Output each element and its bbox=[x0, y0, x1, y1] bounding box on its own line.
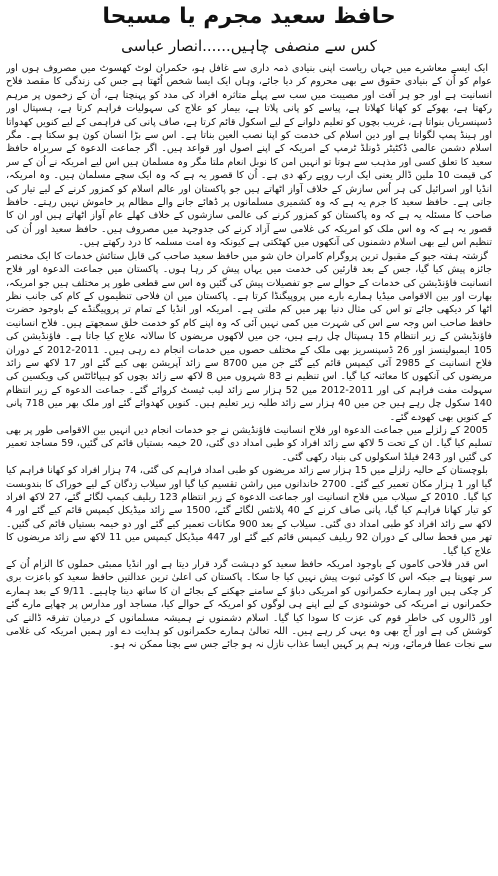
article-paragraph: بلوچستان کے حالیہ زلزلے میں 15 ہزار سے زائد مریضوں کو طبی امداد فراہم کی گئی، 74 ہزار افراد کو کھانا فراہم کیا گیا اور 1 ہزار مکان تعمیر کیے گئے۔ 2700 خاندانوں میں راشن تقسیم کیا گیا اور سیلاب زدگان کے لیے خوراک کا بندوبست کیا گیا۔ 2010 کے سیلاب میں فلاح انسانیت اور جماعت الدعوة کے زیر انتظام 123 ریلیف کیمپ لگائے گئے، 27 لاکھ افراد کو تیار کھانا فراہم کیا گیا، پانی صاف کرنے کے 40 پلانٹس لگائے گئے، 1500 سے زائد میڈیکل کیمپس قائم کیے گئے اور 4 لاکھ سے زائد افراد کو طبی امداد دی گئی۔ سیلاب کے بعد 900 مکانات تعمیر کیے گئے اور دو خیمہ بستیاں قائم کی گئیں۔ تھر میں قحط سالی کے دوران 92 ریلیف کیمپس قائم کیے گئے اور 447 میڈیکل کیمپس میں 11 لاکھ سے زائد مریضوں کا علاج کیا گیا۔ bbox=[6, 465, 492, 557]
article-paragraph: گزشتہ ہفتہ جیو کے مقبول ترین پروگرام کامران خان شو میں حافظ سعید صاحب کی قابل ستائش خدمات کا ایک مختصر جائزہ پیش کیا گیا، جس کے بعد قارئین کی خدمت میں یہاں پیش کر رہا ہوں۔ پاکستان میں جماعت الدعوة اور فلاح انسانیت فاؤنڈیشن کی خدمات کے حوالے سے جو تفصیلات پیش کی گئیں وہ اس سے قطعی طور پر مختلف ہیں جو امریکہ، بھارت اور بین الاقوامی میڈیا ہمارے بارے میں پروپیگنڈا کرتا ہے۔ پاکستان میں ان فلاحی تنظیموں کے کام کی جانب نظر اٹھا کر دیکھی جائے تو اس کی مثال دنیا بھر میں کم ملتی ہے۔ امریکہ اور انڈیا کے تمام تر پروپیگنڈے کے باوجود حضرت حافظ صاحب اس وجہ سے اس کی شہرت میں کمی نہیں آئی کہ وہ اپنے کام کو خدمت خلق سمجھتے ہیں۔ فلاح انسانیت فاؤنڈیشن کے زیر انتظام 15 ہسپتال چل رہے ہیں، جن میں لاکھوں مریضوں کا سالانہ علاج کیا جاتا ہے۔ فاؤنڈیشن کی 105 ایمبولینسز اور 26 ڈسپنسریز بھی ملک کے مختلف حصوں میں خدمات انجام دے رہی ہیں۔ 2011-2012 کے دوران فلاح انسانیت کے 2985 آئی کیمپس قائم کیے گئے جن میں 8700 سے زائد آپریشن بھی کیے گئے اور 17 لاکھ سے زائد مریضوں کی آنکھوں کا معائنہ کیا گیا۔ اس تنظیم نے 83 شہروں میں 8 لاکھ سے زائد بچوں کو ہیپاٹائٹس کی ویکسین کی سہولت مفت فراہم کی اور 2011-2012 میں 52 ہزار سے زائد لیب ٹیسٹ کروائے گئے۔ جماعت الدعوة کے زیر انتظام 140 سکول چل رہے ہیں جن میں 40 ہزار سے زائد طلبہ زیر تعلیم ہیں۔ کنویں کھدوائے گئے اور ملک بھر میں 718 پانی کے کنویں بھی کھودے گئے۔ bbox=[6, 250, 492, 423]
article-page bbox=[6, 2, 492, 874]
article-byline: کس سے منصفی چاہیں......انصار عباسی bbox=[121, 37, 377, 55]
article-paragraph: ایک ایسے معاشرے میں جہاں ریاست اپنی بنیادی ذمہ داری سے غافل ہو، حکمران لوٹ کھسوٹ میں مصروف ہوں اور عوام کو اُن کے بنیادی حقوق سے بھی محروم کر دیا جائے، وہاں ایک ایسا شخص اُٹھتا ہے جس کی زندگی کا مقصد فلاح انسانیت ہے اور جو ہر آفت اور مصیبت میں سب سے پہلے متاثرہ افراد کی مدد کو پہنچتا ہے، اُن کے زخموں پر مرہم رکھتا ہے، بھوکے کو کھانا کھلاتا ہے، پیاسے کو پانی پلاتا ہے، بیمار کو علاج کی سہولیات فراہم کرتا ہے، ہسپتال اور ڈسپنسریاں بنواتا ہے، غریب بچوں کو تعلیم دلوانے کے لیے اسکول قائم کرتا ہے، صاف پانی کی فراہمی کے لیے کنویں کھدواتا اور ہینڈ پمپ لگواتا ہے اور دین اسلام کی خدمت کو اپنا نصب العین بناتا ہے۔ اس سے بڑا انسان کون ہو سکتا ہے۔ مگر اسلام دشمن عالمی ڈکٹیٹر ڈونلڈ ٹرمپ کے امریکہ کے اپنے اصول اور قواعد ہیں۔ اگر جماعت الدعوة کے سربراہ حافظ سعید کا تعلق کسی اور مذہب سے ہوتا تو انہیں امن کا نوبل انعام ملتا مگر وہ مسلمان ہیں اس لیے امریکہ نے اُن کے سر کی قیمت 10 ملین ڈالر یعنی ایک ارب روپے رکھ دی ہے۔ اُن کا قصور یہ ہے کہ وہ ایک سچے مسلمان ہیں۔ وہ امریکہ، انڈیا اور اسرائیل کی ہر اُس سازش کے خلاف آواز اٹھاتے ہیں جو پاکستان اور عالم اسلام کو کمزور کرنے کے لیے تیار کی جاتی ہے۔ حافظ سعید کا جرم یہ ہے کہ وہ کشمیری مسلمانوں پر ڈھائے جانے والے مظالم پر خاموش نہیں رہتے۔ حافظ صاحب کا مسئلہ یہ ہے کہ وہ پاکستان کو کمزور کرنے کی عالمی سازشوں کے خلاف کھلے عام آواز اٹھاتے ہیں اور ان کا قصور یہ ہے کہ وہ اس ملک کو امریکہ کی غلامی سے آزاد کرنے کی جدوجہد میں مصروف ہیں۔ حافظ سعید اور اُن کی تنظیم اس لیے بھی اسلام دشمنوں کی آنکھوں میں کھٹکتی ہے کیونکہ وہ امت مسلمہ کا درد رکھتے ہیں۔ bbox=[6, 63, 492, 249]
article-body bbox=[6, 62, 492, 872]
article-paragraph: 2005 کے زلزلے میں جماعت الدعوة اور فلاح انسانیت فاؤنڈیشن نے جو خدمات انجام دیں انہیں بین الاقوامی طور پر بھی تسلیم کیا گیا۔ ان کے تحت 5 لاکھ سے زائد افراد کو طبی امداد دی گئی، 20 خیمہ بستیاں قائم کی گئیں، 59 مساجد تعمیر کی گئیں اور 243 فیلڈ اسکولوں کی بنیاد رکھی گئی۔ bbox=[6, 424, 492, 463]
article-paragraph: اس قدر فلاحی کاموں کے باوجود امریکہ حافظ سعید کو دہشت گرد قرار دیتا ہے اور انڈیا ممبئی حملوں کا الزام اُن کے سر تھوپتا ہے جبکہ اس کا کوئی ثبوت پیش نہیں کیا جا سکا۔ پاکستان کی اعلیٰ ترین عدالتیں حافظ سعید کو باعزت بری کر چکی ہیں اور ہمارے حکمرانوں کو امریکی دباؤ کے سامنے جھکنے کے بجائے ان کا ساتھ دینا چاہیے۔ 9/11 کے بعد ہمارے حکمرانوں نے امریکہ کی خوشنودی کے لیے اپنے ہی لوگوں کو امریکہ کے حوالے کیا، مساجد اور مدارس پر چھاپے مارے گئے اور ڈالروں کی خاطر قوم کی عزت کا سودا کیا گیا۔ اسلام دشمنوں نے ہمیشہ مسلمانوں کے درمیان تفرقہ ڈالنے کی کوشش کی ہے اور آج بھی وہ یہی کر رہے ہیں۔ اللہ تعالیٰ ہمارے حکمرانوں کو ہدایت دے اور ہمیں امریکہ کی غلامی سے نجات عطا فرمائے، ورنہ ہم پر کہیں ایسا عذاب نازل نہ ہو جائے جس سے بچنا ممکن نہ ہو۔ bbox=[6, 559, 492, 651]
article-headline: حافظ سعید مجرم یا مسیحا bbox=[102, 4, 396, 29]
